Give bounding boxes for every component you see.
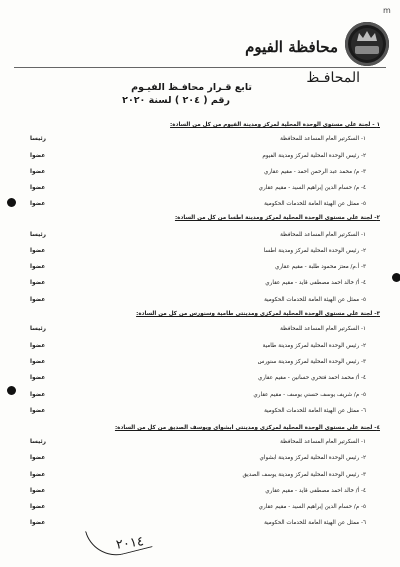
member-role: عضوا: [30, 248, 46, 254]
member-role: عضوا: [30, 392, 46, 398]
governor-title: المحافـظ: [306, 70, 360, 86]
member-name: ٤- م/ حسام الدين إبراهيم السيد - مقيم عقاري: [258, 185, 366, 191]
member-name: ٤- أ/ خالد احمد مصطفى قايد - مقيم عقاري: [265, 280, 366, 286]
committee-member: [30, 133, 380, 146]
member-name: ٢- رئيس الوحدة المحلية لمركز ومدينة طامية: [262, 343, 366, 349]
member-role: عضوا: [30, 472, 46, 478]
committee-heading: [30, 422, 380, 435]
signature-annotation: ٢٠١٤: [115, 534, 145, 553]
logo-crown-shape: [357, 31, 377, 41]
committee-heading: [30, 308, 380, 321]
member-name: ١- السكرتير العام المساعد للمحافظة: [280, 439, 366, 445]
member-role: عضوا: [30, 153, 46, 159]
punch-hole-icon: [392, 273, 400, 282]
member-role: رئيسا: [30, 232, 46, 238]
member-name: ١- السكرتير العام المساعد للمحافظة: [280, 232, 366, 238]
member-role: عضوا: [30, 185, 46, 191]
member-role: رئيسا: [30, 326, 46, 332]
member-role: رئيسا: [30, 136, 46, 142]
committee-member: [30, 372, 380, 385]
member-role: عضوا: [30, 504, 46, 510]
corner-mark: m: [383, 6, 391, 15]
committee-member: [30, 277, 380, 290]
committee-member: [30, 340, 380, 353]
committee-member: [30, 405, 380, 418]
member-name: ٤- أ/ محمد احمد فتحري حسانين - مقيم عقاري: [258, 375, 366, 381]
member-role: عضوا: [30, 343, 46, 349]
committee-member: [30, 356, 380, 369]
logo-band-shape: [355, 46, 379, 54]
committee-member: [30, 517, 380, 530]
committee-member: [30, 198, 380, 211]
member-role: عضوا: [30, 264, 46, 270]
committee-member: [30, 501, 380, 514]
committee-member: [30, 245, 380, 258]
header-divider: [14, 67, 386, 68]
member-name: ٥- م/ شريف يوسف حسني يوسف - مقيم عقاري: [253, 392, 366, 398]
committee-member: [30, 323, 380, 336]
member-name: ٢- رئيس الوحدة المحلية لمركز ومدينة ابشواي: [259, 455, 366, 461]
decree-title: تابع قـرار محافـظ الفيـوم: [131, 82, 252, 93]
member-name: ٥- ممثل عن الهيئة العامة للخدمات الحكومية: [264, 201, 366, 207]
member-role: عضوا: [30, 297, 46, 303]
member-name: ٢- رئيس الوحدة المحلية لمركز ومدينة الفيوم: [262, 153, 366, 159]
member-role: رئيسا: [30, 439, 46, 445]
committee-member: [30, 150, 380, 163]
member-name: ٥- ممثل عن الهيئة العامة للخدمات الحكومية: [264, 297, 366, 303]
committee-heading-text: ٢- لجنة على مستوى الوحدة المحلية لمركز ومدينة اطسا من كل من السادة:: [174, 215, 380, 221]
punch-hole-icon: [7, 386, 16, 395]
committee-member: [30, 182, 380, 195]
member-role: عضوا: [30, 488, 46, 494]
committee-heading-text: ٣- لجنة على مستوى الوحدة المحلية لمركزي ومدينتي طامية وسنورس من كل من السادة:: [136, 311, 380, 317]
decree-number: رقم ( ٢٠٤ ) لسنة ٢٠٢٠: [122, 95, 230, 106]
member-name: ١- السكرتير العام المساعد للمحافظة: [280, 136, 366, 142]
committee-member: [30, 294, 380, 307]
member-name: ٤- أ/ خالد احمد مصطفى قايد - مقيم عقاري: [265, 488, 366, 494]
member-name: ٢- رئيس الوحدة المحلية لمركز ومدينة اطسا: [263, 248, 366, 254]
committee-member: [30, 469, 380, 482]
member-name: ٣- م/ محمد عبد الرحمن احمد - مقيم عقاري: [263, 169, 366, 175]
committee-member: [30, 485, 380, 498]
member-name: ٦- ممثل عن الهيئة العامة للخدمات الحكومية: [264, 408, 366, 414]
member-role: عضوا: [30, 455, 46, 461]
member-role: عضوا: [30, 375, 46, 381]
member-name: ٣- رئيس الوحدة المحلية لمركز ومدينة يوسف الصديق: [242, 472, 366, 478]
governorate-logo-icon: [345, 22, 389, 66]
committee-member: [30, 436, 380, 449]
punch-hole-icon: [7, 198, 16, 207]
committee-heading: [30, 119, 380, 132]
member-role: عضوا: [30, 359, 46, 365]
member-name: ٣- رئيس الوحدة المحلية لمركز ومدينة سنورس: [257, 359, 366, 365]
governorate-name: محافظة الفيوم: [245, 38, 338, 56]
member-name: ٣- أ.م/ معتز محمود طلبة - مقيم عقاري: [274, 264, 366, 270]
member-role: عضوا: [30, 408, 46, 414]
member-role: عضوا: [30, 280, 46, 286]
committee-member: [30, 261, 380, 274]
member-role: عضوا: [30, 520, 46, 526]
committee-heading: [30, 212, 380, 225]
member-name: ٥- م/ حسام الدين إبراهيم السيد - مقيم عقاري: [258, 504, 366, 510]
committee-heading-text: ١ - لجنة على مستوى الوحدة المحلية لمركز ومدينة الفيوم من كل من السادة:: [170, 122, 380, 128]
committee-member: [30, 389, 380, 402]
member-role: عضوا: [30, 169, 46, 175]
committee-member: [30, 229, 380, 242]
committee-member: [30, 166, 380, 179]
committee-member: [30, 452, 380, 465]
committee-heading-text: ٤- لجنة على مستوى الوحدة المحلية لمركزي ومدينتي ابشواي ويوسف الصديق من كل من السادة:: [114, 425, 380, 431]
member-role: عضوا: [30, 201, 46, 207]
member-name: ١- السكرتير العام المساعد للمحافظة: [280, 326, 366, 332]
member-name: ٦- ممثل عن الهيئة العامة للخدمات الحكومية: [264, 520, 366, 526]
